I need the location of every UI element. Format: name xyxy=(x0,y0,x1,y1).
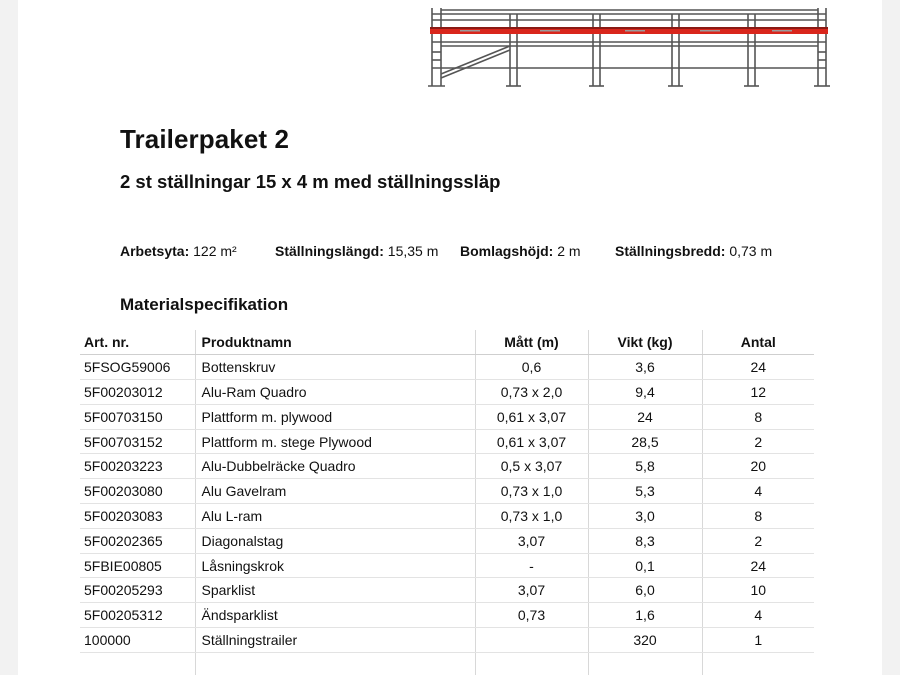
cell-product: Diagonalstag xyxy=(195,528,475,553)
cell-dimension: 3,07 xyxy=(475,578,588,603)
table-row xyxy=(80,628,814,653)
col-header-art-nr: Art. nr. xyxy=(80,330,195,355)
cell-weight: 24 xyxy=(588,404,702,429)
cell-art-nr: 5F00203012 xyxy=(80,380,195,405)
cell-dimension: 0,61 x 3,07 xyxy=(475,404,588,429)
cell-quantity: 4 xyxy=(702,603,814,628)
page-title: Trailerpaket 2 xyxy=(120,124,290,154)
cell-art-nr: 5F00203223 xyxy=(80,454,195,479)
cell-art-nr: 5F00205312 xyxy=(80,603,195,628)
cell-quantity: 1 xyxy=(702,628,814,653)
cell-art-nr: 5FBIE00805 xyxy=(80,553,195,578)
cell-product: Ändsparklist xyxy=(195,603,475,628)
cell-weight: 9,4 xyxy=(588,380,702,405)
cell-weight: 1,6 xyxy=(588,603,702,628)
cell-quantity: 8 xyxy=(702,404,814,429)
empty-cell xyxy=(588,652,702,675)
cell-dimension: 0,73 x 2,0 xyxy=(475,380,588,405)
table-row xyxy=(80,553,814,578)
empty-cell xyxy=(195,652,475,675)
scaffold-illustration xyxy=(410,2,830,92)
spec-scaffold-width: Ställningsbredd: 0,73 m xyxy=(615,243,773,259)
cell-product: Alu L-ram xyxy=(195,504,475,529)
table-row xyxy=(80,380,814,405)
cell-art-nr: 5FSOG59006 xyxy=(80,355,195,380)
col-header-dimension: Mått (m) xyxy=(475,330,588,355)
table-row xyxy=(80,454,814,479)
cell-weight: 0,1 xyxy=(588,553,702,578)
cell-dimension: - xyxy=(475,553,588,578)
document-page xyxy=(18,0,882,675)
table-header-row xyxy=(80,330,814,355)
material-table xyxy=(80,330,814,675)
table-row xyxy=(80,429,814,454)
cell-product: Plattform m. plywood xyxy=(195,404,475,429)
table-row xyxy=(80,479,814,504)
page-subtitle: 2 st ställningar 15 x 4 m med ställningssläp xyxy=(120,171,501,192)
cell-quantity: 12 xyxy=(702,380,814,405)
cell-quantity: 4 xyxy=(702,479,814,504)
cell-dimension: 0,73 x 1,0 xyxy=(475,479,588,504)
cell-weight: 8,3 xyxy=(588,528,702,553)
cell-dimension: 0,5 x 3,07 xyxy=(475,454,588,479)
table-row xyxy=(80,603,814,628)
cell-dimension: 3,07 xyxy=(475,528,588,553)
cell-art-nr: 5F00703152 xyxy=(80,429,195,454)
empty-cell xyxy=(475,652,588,675)
table-row xyxy=(80,355,814,380)
cell-product: Alu-Dubbelräcke Quadro xyxy=(195,454,475,479)
cell-quantity: 24 xyxy=(702,553,814,578)
section-title: Materialspecifikation xyxy=(120,295,289,314)
cell-weight: 5,8 xyxy=(588,454,702,479)
cell-product: Alu-Ram Quadro xyxy=(195,380,475,405)
cell-dimension xyxy=(475,628,588,653)
cell-weight: 3,6 xyxy=(588,355,702,380)
cell-product: Ställningstrailer xyxy=(195,628,475,653)
cell-dimension: 0,61 x 3,07 xyxy=(475,429,588,454)
cell-product: Plattform m. stege Plywood xyxy=(195,429,475,454)
cell-quantity: 2 xyxy=(702,429,814,454)
cell-art-nr: 5F00205293 xyxy=(80,578,195,603)
empty-cell xyxy=(702,652,814,675)
cell-art-nr: 5F00203083 xyxy=(80,504,195,529)
cell-art-nr: 100000 xyxy=(80,628,195,653)
cell-art-nr: 5F00703150 xyxy=(80,404,195,429)
cell-dimension: 0,73 xyxy=(475,603,588,628)
table-row xyxy=(80,504,814,529)
cell-weight: 320 xyxy=(588,628,702,653)
table-row-empty xyxy=(80,652,814,675)
table-row xyxy=(80,578,814,603)
cell-art-nr: 5F00202365 xyxy=(80,528,195,553)
cell-product: Alu Gavelram xyxy=(195,479,475,504)
cell-weight: 6,0 xyxy=(588,578,702,603)
cell-product: Sparklist xyxy=(195,578,475,603)
col-header-quantity: Antal xyxy=(702,330,814,355)
table-row xyxy=(80,528,814,553)
cell-dimension: 0,73 x 1,0 xyxy=(475,504,588,529)
cell-quantity: 10 xyxy=(702,578,814,603)
cell-product: Låsningskrok xyxy=(195,553,475,578)
cell-weight: 5,3 xyxy=(588,479,702,504)
cell-quantity: 8 xyxy=(702,504,814,529)
cell-product: Bottenskruv xyxy=(195,355,475,380)
cell-quantity: 24 xyxy=(702,355,814,380)
col-header-product: Produktnamn xyxy=(195,330,475,355)
spec-work-area: Arbetsyta: 122 m² xyxy=(120,243,237,259)
spec-scaffold-length: Ställningslängd: 15,35 m xyxy=(275,243,439,259)
cell-quantity: 2 xyxy=(702,528,814,553)
cell-weight: 3,0 xyxy=(588,504,702,529)
cell-quantity: 20 xyxy=(702,454,814,479)
cell-weight: 28,5 xyxy=(588,429,702,454)
cell-art-nr: 5F00203080 xyxy=(80,479,195,504)
table-row xyxy=(80,404,814,429)
cell-dimension: 0,6 xyxy=(475,355,588,380)
col-header-weight: Vikt (kg) xyxy=(588,330,702,355)
empty-cell xyxy=(80,652,195,675)
spec-deck-height: Bomlagshöjd: 2 m xyxy=(460,243,581,259)
